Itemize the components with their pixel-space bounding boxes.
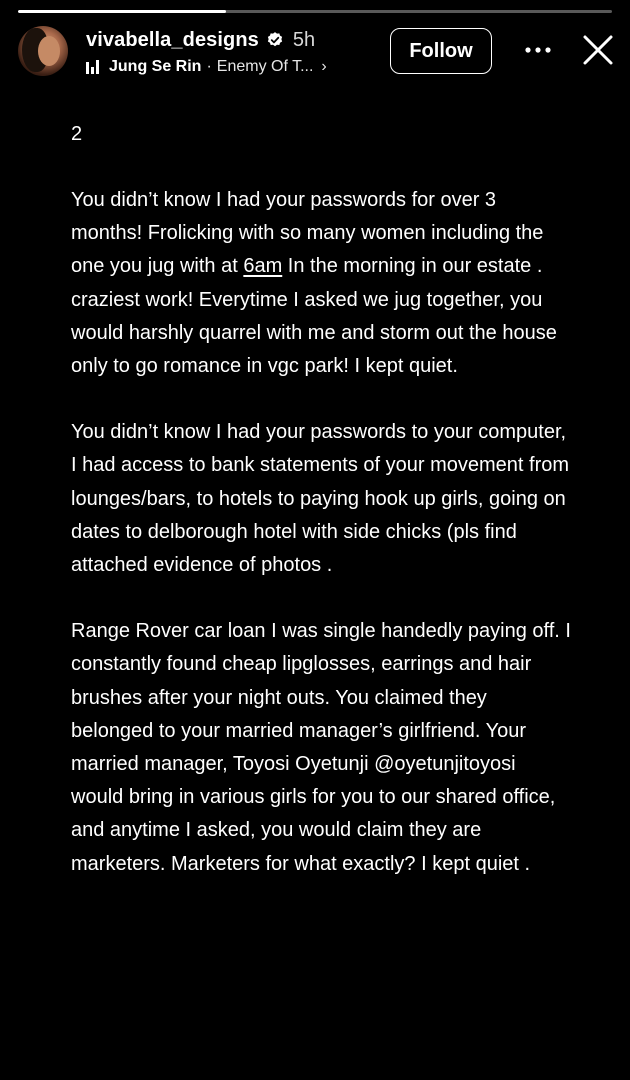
music-artist: Jung Se Rin [109,58,202,75]
close-icon[interactable] [580,32,616,68]
story-progress-bar [18,10,612,13]
user-info [86,26,327,78]
paragraph-3: Range Rover car loan I was single handedly paying off. I constantly found cheap lipglosses, earrings and hair brushes after your night outs. You claimed they belonged to your married manager’s girlfriend. Your married manager, Toyosi Oyetunji @oyetunjitoyosi would bring in various girls for you to our shared office, and anytime I asked, you would claim they are marketers. Marketers for what exactly? I kept quiet . [71,620,571,875]
time-link[interactable]: 6am [243,255,283,278]
paragraph-1-start: You didn’t know I had your passwords for over 3 months! Frolicking with so many women including the one you jug with at [71,189,544,278]
avatar[interactable] [18,26,68,76]
story-text-content [71,118,571,914]
name-row [86,26,327,54]
username[interactable]: vivabella_designs [86,28,259,51]
page-number: 2 [71,123,83,145]
verified-badge-icon [266,31,284,49]
story-header [18,26,618,82]
chevron-right-icon: › [321,58,327,75]
more-horizontal-icon[interactable] [522,34,554,66]
paragraph-1-end: In the morning in our estate . craziest work! Everytime I asked we jug together, you would harshly quarrel with me and storm out the house only to go romance in vgc park! I kept quiet. [71,255,557,378]
follow-button[interactable]: Follow [390,28,492,74]
music-attribution[interactable] [86,56,327,78]
paragraph-2: You didn’t know I had your passwords to your computer, I had access to bank statements of your movement from lounges/bars, to hotels to paying hook up girls, going on dates to delborough hotel with side chicks (pls find attached evidence of photos . [71,421,570,577]
music-bars-icon [86,60,101,74]
paragraph-1 [71,184,571,383]
music-separator: · [206,58,212,75]
timestamp: 5h [292,28,316,51]
story-progress-fill [18,10,226,13]
music-track: Enemy Of T... [216,58,314,75]
